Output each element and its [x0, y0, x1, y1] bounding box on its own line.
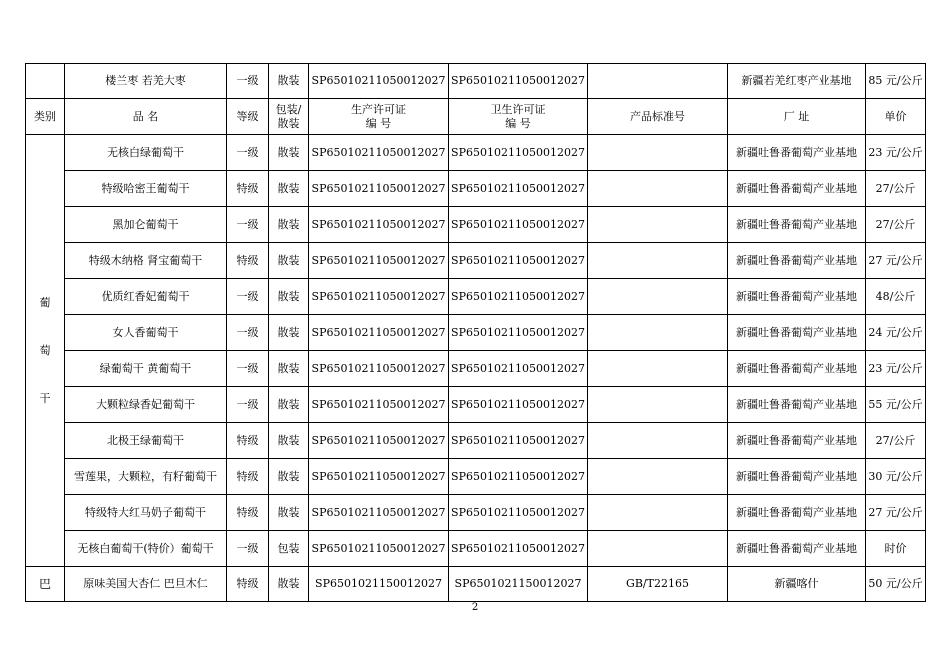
factory-cell: 新疆吐鲁番葡萄产业基地 [728, 459, 866, 495]
standard-cell: GB/T22165 [588, 567, 728, 602]
category-char: 萄 [39, 343, 51, 357]
product-name-cell: 北极王绿葡萄干 [65, 423, 227, 459]
standard-cell [588, 423, 728, 459]
standard-cell [588, 243, 728, 279]
production-license-cell: SP65010211050012027 [309, 207, 449, 243]
header-pack-line1: 包装/ [275, 102, 302, 116]
price-cell: 55 元/公斤 [866, 387, 926, 423]
category-cell-raisins [26, 135, 65, 567]
health-license-cell: SP65010211050012027 [449, 459, 588, 495]
health-license-cell: SP65010211050012027 [449, 315, 588, 351]
factory-cell: 新疆吐鲁番葡萄产业基地 [728, 279, 866, 315]
product-name-cell: 黑加仑葡萄干 [65, 207, 227, 243]
header-health-line1: 卫生许可证 [490, 102, 546, 116]
standard-cell [588, 279, 728, 315]
pack-cell: 散装 [269, 351, 309, 387]
production-license-cell: SP65010211050012027 [309, 315, 449, 351]
header-standard: 产品标准号 [588, 99, 728, 135]
grade-cell: 一级 [227, 387, 269, 423]
health-license-cell: SP65010211050012027 [449, 531, 588, 567]
grade-cell: 一级 [227, 64, 269, 99]
grade-cell: 一级 [227, 279, 269, 315]
price-cell: 27 元/公斤 [866, 243, 926, 279]
health-license-cell: SP65010211050012027 [449, 423, 588, 459]
pack-cell: 包装 [269, 531, 309, 567]
category-cell: 巴 [26, 567, 65, 602]
price-cell: 时价 [866, 531, 926, 567]
pack-cell: 散装 [269, 495, 309, 531]
factory-cell: 新疆吐鲁番葡萄产业基地 [728, 531, 866, 567]
header-license [309, 99, 449, 135]
product-catalog-table [25, 63, 926, 602]
category-char: 干 [39, 391, 51, 405]
header-pack-line2: 散装 [277, 116, 300, 130]
table-row-badanmu [26, 567, 926, 602]
production-license-cell: SP65010211050012027 [309, 135, 449, 171]
factory-cell: 新疆吐鲁番葡萄产业基地 [728, 495, 866, 531]
pack-cell: 散装 [269, 459, 309, 495]
product-name-cell: 原味美国大杏仁 巴旦木仁 [65, 567, 227, 602]
pack-cell: 散装 [269, 171, 309, 207]
pack-cell: 散装 [269, 243, 309, 279]
category-cell [26, 64, 65, 99]
product-name-cell: 优质红香妃葡萄干 [65, 279, 227, 315]
table-row [26, 351, 926, 387]
production-license-cell: SP65010211050012027 [309, 531, 449, 567]
standard-cell [588, 207, 728, 243]
price-cell: 23 元/公斤 [866, 351, 926, 387]
standard-cell [588, 64, 728, 99]
health-license-cell: SP65010211050012027 [449, 64, 588, 99]
header-health-line2: 编 号 [505, 116, 531, 130]
factory-cell: 新疆若羌红枣产业基地 [728, 64, 866, 99]
health-license-cell: SP65010211050012027 [449, 207, 588, 243]
standard-cell [588, 495, 728, 531]
standard-cell [588, 315, 728, 351]
factory-cell: 新疆吐鲁番葡萄产业基地 [728, 387, 866, 423]
factory-cell: 新疆吐鲁番葡萄产业基地 [728, 243, 866, 279]
pack-cell: 散装 [269, 315, 309, 351]
header-pack [269, 99, 309, 135]
factory-cell: 新疆吐鲁番葡萄产业基地 [728, 315, 866, 351]
health-license-cell: SP65010211050012027 [449, 387, 588, 423]
health-license-cell: SP65010211050012027 [449, 495, 588, 531]
grade-cell: 特级 [227, 567, 269, 602]
factory-cell: 新疆吐鲁番葡萄产业基地 [728, 135, 866, 171]
production-license-cell: SP65010211050012027 [309, 459, 449, 495]
pack-cell: 散装 [269, 567, 309, 602]
pack-cell: 散装 [269, 207, 309, 243]
header-license-line1: 生产许可证 [351, 102, 406, 116]
header-price: 单价 [866, 99, 926, 135]
production-license-cell: SP65010211050012027 [309, 495, 449, 531]
product-name-cell: 特级特大红马奶子葡萄干 [65, 495, 227, 531]
health-license-cell: SP65010211050012027 [449, 135, 588, 171]
price-cell: 23 元/公斤 [866, 135, 926, 171]
table-row [26, 243, 926, 279]
table-row [26, 207, 926, 243]
grade-cell: 特级 [227, 459, 269, 495]
grade-cell: 一级 [227, 531, 269, 567]
table-row [26, 495, 926, 531]
price-cell: 48/公斤 [866, 279, 926, 315]
table-row [26, 531, 926, 567]
table-row [26, 387, 926, 423]
factory-cell: 新疆吐鲁番葡萄产业基地 [728, 423, 866, 459]
table-row [26, 135, 926, 171]
production-license-cell: SP65010211050012027 [309, 171, 449, 207]
table-row [26, 315, 926, 351]
grade-cell: 一级 [227, 135, 269, 171]
grade-cell: 一级 [227, 207, 269, 243]
price-cell: 27/公斤 [866, 171, 926, 207]
health-license-cell: SP6501021150012027 [449, 567, 588, 602]
product-name-cell: 特级哈密王葡萄干 [65, 171, 227, 207]
header-factory: 厂 址 [728, 99, 866, 135]
standard-cell [588, 459, 728, 495]
standard-cell [588, 171, 728, 207]
grade-cell: 特级 [227, 423, 269, 459]
pack-cell: 散装 [269, 135, 309, 171]
health-license-cell: SP65010211050012027 [449, 171, 588, 207]
header-product: 品 名 [65, 99, 227, 135]
grade-cell: 特级 [227, 171, 269, 207]
price-cell: 24 元/公斤 [866, 315, 926, 351]
health-license-cell: SP65010211050012027 [449, 351, 588, 387]
table-row [26, 423, 926, 459]
grade-cell: 一级 [227, 315, 269, 351]
standard-cell [588, 387, 728, 423]
product-name-cell: 特级木纳格 肾宝葡萄干 [65, 243, 227, 279]
price-cell: 27/公斤 [866, 423, 926, 459]
pack-cell: 散装 [269, 423, 309, 459]
pack-cell: 散装 [269, 387, 309, 423]
production-license-cell: SP65010211050012027 [309, 423, 449, 459]
production-license-cell: SP65010211050012027 [309, 387, 449, 423]
pack-cell: 散装 [269, 279, 309, 315]
production-license-cell: SP65010211050012027 [309, 351, 449, 387]
factory-cell: 新疆吐鲁番葡萄产业基地 [728, 207, 866, 243]
health-license-cell: SP65010211050012027 [449, 279, 588, 315]
category-char: 葡 [39, 295, 51, 309]
page-number: 2 [471, 602, 479, 613]
factory-cell: 新疆吐鲁番葡萄产业基地 [728, 351, 866, 387]
product-name-cell: 雪莲果，大颗粒，有籽葡萄干 [65, 459, 227, 495]
grade-cell: 特级 [227, 495, 269, 531]
table-row [26, 279, 926, 315]
product-name-cell: 绿葡萄干 黄葡萄干 [65, 351, 227, 387]
production-license-cell: SP65010211050012027 [309, 279, 449, 315]
header-health [449, 99, 588, 135]
header-grade: 等级 [227, 99, 269, 135]
factory-cell: 新疆吐鲁番葡萄产业基地 [728, 171, 866, 207]
factory-cell: 新疆喀什 [728, 567, 866, 602]
price-cell: 27 元/公斤 [866, 495, 926, 531]
product-name-cell: 楼兰枣 若羌大枣 [65, 64, 227, 99]
pack-cell: 散装 [269, 64, 309, 99]
production-license-cell: SP65010211050012027 [309, 243, 449, 279]
table-row-hongzao [26, 64, 926, 99]
table-row [26, 171, 926, 207]
standard-cell [588, 135, 728, 171]
production-license-cell: SP6501021105001202​7 [309, 64, 449, 99]
table-header-row [26, 99, 926, 135]
price-cell: 50 元/公斤 [866, 567, 926, 602]
product-name-cell: 女人香葡萄干 [65, 315, 227, 351]
grade-cell: 特级 [227, 243, 269, 279]
standard-cell [588, 531, 728, 567]
header-license-line2: 编 号 [365, 116, 392, 130]
grade-cell: 一级 [227, 351, 269, 387]
health-license-cell: SP65010211050012027 [449, 243, 588, 279]
price-cell: 85 元/公斤 [866, 64, 926, 99]
production-license-cell: SP6501021150012027 [309, 567, 449, 602]
price-cell: 27/公斤 [866, 207, 926, 243]
standard-cell [588, 351, 728, 387]
product-name-cell: 大颗粒绿香妃葡萄干 [65, 387, 227, 423]
product-name-cell: 无核白葡萄干(特价）葡萄干 [65, 531, 227, 567]
header-category: 类别 [26, 99, 65, 135]
product-name-cell: 无核白绿葡萄干 [65, 135, 227, 171]
price-cell: 30 元/公斤 [866, 459, 926, 495]
table-row [26, 459, 926, 495]
